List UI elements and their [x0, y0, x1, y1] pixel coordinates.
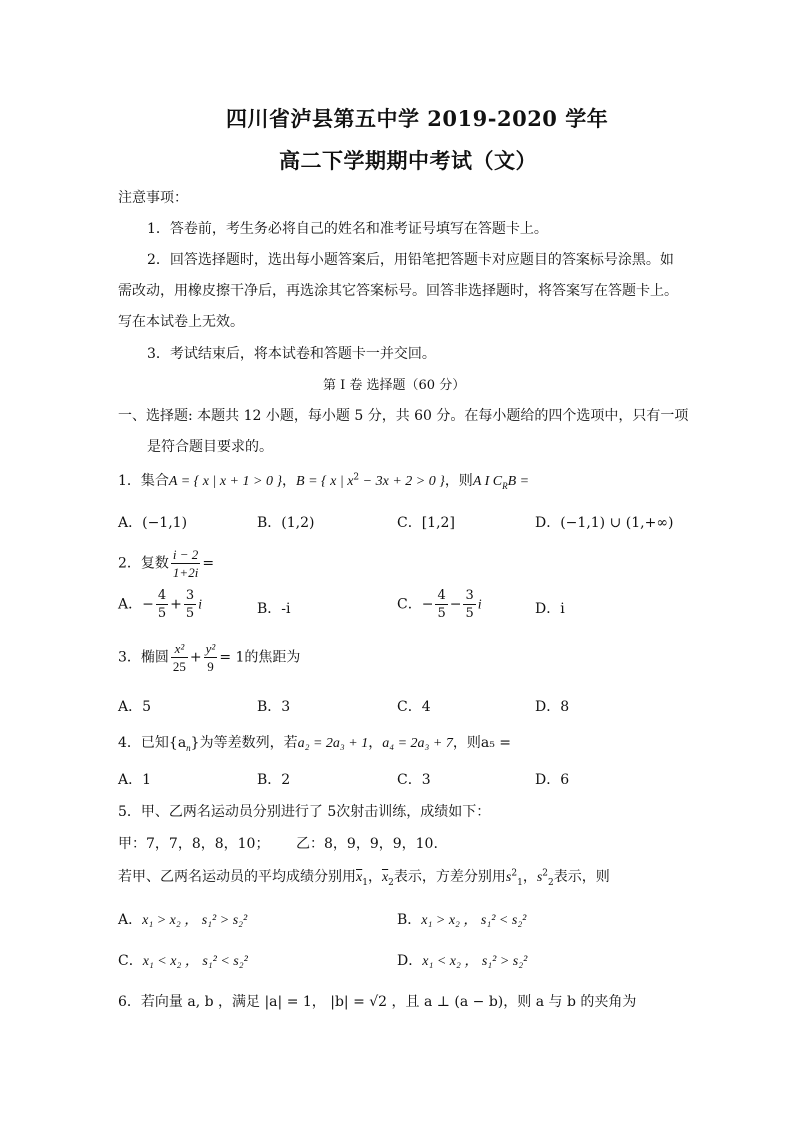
question-4-stem: 4．已知$\{a_n\}$为等差数列，若a₂ = 2a₃ + 1，a₄ = 2a₃ + 7，则a₅ = [118, 735, 512, 753]
question-4-option-d: D．6 [535, 772, 570, 788]
question-1-stem: 1．集合A = { x | x + 1 > 0 }，B = { x | $x^2 - 3x + 2 > 0$ }，则A I $C_RB$ = [118, 472, 530, 491]
question-1-option-a: A．(−1,1) [118, 515, 188, 531]
question-5-option-d: D．x₁ < x₂ ， s₁² > s₂² [397, 953, 528, 969]
question-5-line-3: 若甲、乙两名运动员的平均成绩分别用$\overline{x}_1$，$\overline{x}_2$表示，方差分别用$s^2_1$，$s^2_2$表示，则 [118, 868, 610, 888]
question-3-option-c: C．4 [397, 699, 431, 715]
notes-heading: 注意事项： [118, 190, 188, 206]
question-3-option-a: A．5 [118, 699, 152, 715]
notes-item-2-line-1: 2．回答选择题时，选出每小题答案后，用铅笔把答题卡对应题目的答案标号涂黑。如 [147, 252, 674, 268]
question-5-option-a: A．x₁ > x₂ ， s₁² > s₂² [118, 912, 248, 928]
question-4-option-a: A．1 [118, 772, 152, 788]
title-line-2: 高二下学期期中考试（文） [279, 148, 537, 173]
question-2-option-a: A．− $\frac{4}{5}$ + $\frac{3}{5}$ i [118, 588, 203, 621]
notes-item-2-line-3: 写在本试卷上无效。 [118, 314, 244, 330]
notes-item-3: 3．考试结束后，将本试卷和答题卡一并交回。 [147, 346, 436, 362]
question-2-option-b: B．-i [257, 601, 291, 617]
question-5-scores-yi: 乙：8，9，9，9，10. [296, 836, 438, 852]
question-4-option-b: B．2 [257, 772, 291, 788]
question-1-option-c: C．[1,2] [397, 515, 455, 531]
question-3-option-d: D．8 [535, 699, 570, 715]
question-1-option-b: B．(1,2) [257, 515, 315, 531]
title-line-1: 四川省泸县第五中学 2019-2020 学年 [226, 106, 609, 131]
question-5-scores-jia: 甲：7，7，8，8，10； [118, 836, 270, 852]
question-3-option-b: B．3 [257, 699, 291, 715]
section-instruction-line-1: 一、选择题: 本题共 12 小题，每小题 5 分，共 60 分。在每小题给的四个选项中，只有一项 [118, 408, 689, 424]
question-2-option-c: C．− $\frac{4}{5}$ − $\frac{3}{5}$ i [397, 588, 482, 621]
question-3-stem: 3．椭圆 $\frac{\text{x²}}{25}$ + $\frac{\text{y²}}{9}$ = 1的焦距为 [118, 641, 301, 674]
question-5-line-1: 5．甲、乙两名运动员分别进行了 5次射击训练，成绩如下： [118, 804, 491, 820]
notes-item-2-line-2: 需改动，用橡皮擦干净后，再选涂其它答案标号。回答非选择题时，将答案写在答题卡上。 [118, 283, 678, 299]
section-instruction-line-2: 是符合题目要求的。 [147, 439, 273, 455]
notes-item-1: 1．答卷前，考生务必将自己的姓名和准考证号填写在答题卡上。 [147, 221, 548, 237]
volume-title: 第 I 卷 选择题（60 分） [323, 378, 466, 393]
question-1-option-d: D．(−1,1) ∪ (1,+∞) [535, 515, 674, 531]
question-5-option-b: B．x₁ > x₂ ， s₁² < s₂² [397, 912, 527, 928]
question-2-option-d: D．i [535, 601, 565, 617]
question-2-stem: 2．复数 $\frac{i - 2}{1+2i}$ = [118, 547, 215, 580]
question-4-option-c: C．3 [397, 772, 431, 788]
question-5-option-c: C．x₁ < x₂ ， s₁² < s₂² [118, 953, 248, 969]
question-6-stem: 6．若向量 a, b ，满足 |a| = 1， |b| = √2 ，且 a ⊥ (a − b)，则 a 与 b 的夹角为 [118, 994, 637, 1010]
